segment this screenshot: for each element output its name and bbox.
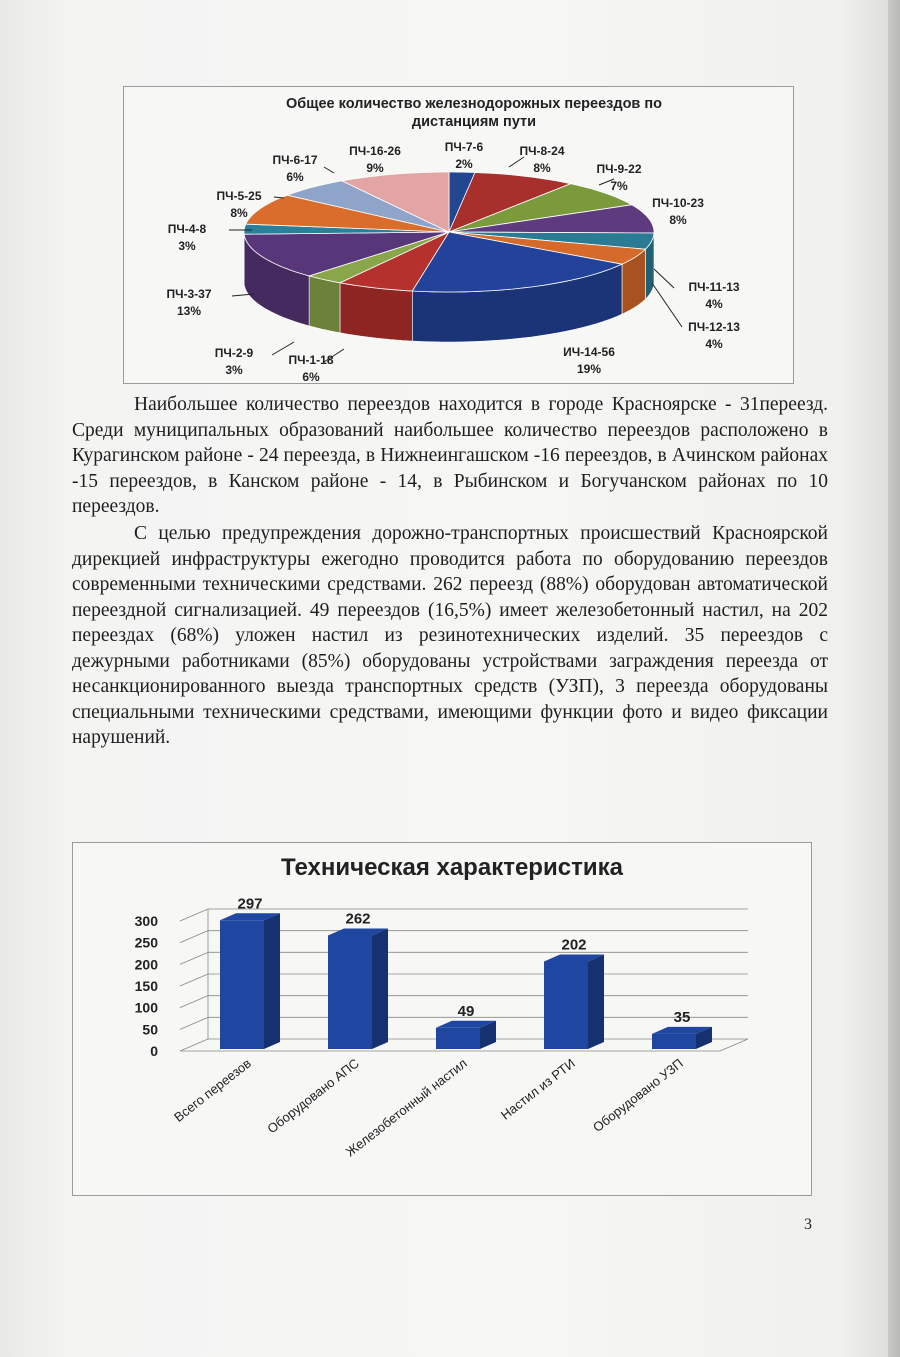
pie-slice-side-пч-1-18 <box>340 283 412 341</box>
y-tick-label: 50 <box>142 1021 158 1038</box>
pie-leader-line <box>652 283 682 327</box>
pie-label-percent-пч-7-6: 2% <box>455 157 473 171</box>
bar-front <box>436 1028 480 1049</box>
x-category-label: Оборудовано УЗП <box>589 1055 686 1136</box>
paragraph-equipment: С целью предупреждения дорожно-транспортных происшествий Красноярской дирекцией инфраструктуры ежегодно проводится работа по оборудованию переездов современными техническими средствами. 262 переезд (88%) оборудован автоматической переездной сигнализацией. 49 переездов (16,5%) имеет железобетонный настил, на 202 переездах (68%) уложен настил из резинотехнических изделий. 35 переездов с дежурными работниками (85%) оборудованы устройствами заграждения переезда от несанкционированного выезда транспортных средств (УЗП), 3 переезда оборудованы специальными техническими средствами, имеющими функции фото и видео фиксации нарушений. <box>72 523 828 748</box>
x-category-label: Железобетонный настил <box>342 1055 470 1160</box>
bar-value-label: 202 <box>561 936 587 954</box>
pie-label-name-пч-10-23: ПЧ-10-23 <box>652 196 704 210</box>
x-category-label: Всего переезов <box>171 1055 254 1125</box>
bar-side <box>372 928 388 1049</box>
grid-diagonal <box>180 952 208 964</box>
bar-front <box>652 1034 696 1049</box>
pie-label-percent-пч-11-13: 4% <box>705 297 723 311</box>
pie-chart-frame <box>123 86 794 384</box>
pie-label-name-пч-9-22: ПЧ-9-22 <box>596 162 642 176</box>
grid-diagonal <box>180 974 208 986</box>
bar-side <box>588 954 604 1049</box>
pie-label-percent-пч-9-22: 7% <box>610 179 628 193</box>
pie-chart-title-line2: дистанциям пути <box>411 114 537 130</box>
bar-value-label: 49 <box>457 1002 475 1020</box>
bar-value-label: 35 <box>673 1008 691 1026</box>
pie-label-percent-пч-4-8: 3% <box>178 239 196 253</box>
y-tick-label: 300 <box>134 913 158 929</box>
grid-diagonal <box>180 996 208 1008</box>
pie-label-percent-пч-12-13: 4% <box>705 337 723 351</box>
x-category-label: Оборудовано АПС <box>264 1055 362 1137</box>
pie-label-name-пч-3-37: ПЧ-3-37 <box>166 287 212 301</box>
paragraph-crossings-by-area: Наибольшее количество переездов находится в городе Красноярске - 31переезд. Среди муниципальных образований наибольшее количество переездов расположено в Курагинском районе - 24 переезда, в Нижнеингашском -16 переездов, в Ачинском районах -15 переездов, в Канском районе - 14, в Рыбинском и Богучанском районах по 10 переездов. <box>72 394 828 517</box>
x-category-label: Настил из РТИ <box>497 1055 578 1123</box>
pie-label-name-пч-6-17: ПЧ-6-17 <box>272 153 318 167</box>
y-tick-label: 100 <box>134 999 158 1016</box>
pie-chart-title-line1: Общее количество железнодорожных переездов по <box>286 96 662 112</box>
y-tick-label: 0 <box>150 1043 158 1059</box>
pie-chart <box>124 87 793 383</box>
pie-leader-line <box>654 269 674 288</box>
bar-front <box>220 920 264 1049</box>
pie-label-percent-пч-1-18: 6% <box>302 370 320 383</box>
grid-diagonal <box>180 931 208 943</box>
bar-value-label: 262 <box>345 910 371 928</box>
pie-label-percent-пч-10-23: 8% <box>669 213 687 227</box>
bar-chart-frame <box>72 842 812 1196</box>
y-tick-label: 200 <box>134 956 158 973</box>
pie-label-percent-пч-16-26: 9% <box>366 161 384 175</box>
pie-label-name-пч-4-8: ПЧ-4-8 <box>167 222 207 236</box>
pie-label-percent-пч-8-24: 8% <box>533 161 551 175</box>
y-tick-label: 150 <box>134 978 158 994</box>
pie-label-name-пч-1-18: ПЧ-1-18 <box>288 353 334 367</box>
pie-leader-line <box>509 157 524 167</box>
floor-edge <box>720 1039 748 1051</box>
pie-label-name-пч-12-13: ПЧ-12-13 <box>688 320 740 334</box>
grid-diagonal <box>180 909 208 921</box>
pie-label-percent-пч-2-9: 3% <box>225 363 243 377</box>
pie-label-name-ич-14-56: ИЧ-14-56 <box>563 345 615 359</box>
pie-slice-side-пч-2-9 <box>309 276 340 333</box>
pie-label-name-пч-2-9: ПЧ-2-9 <box>214 346 254 360</box>
page-edge <box>888 0 900 1357</box>
y-tick-label: 250 <box>134 934 158 951</box>
pie-label-name-пч-16-26: ПЧ-16-26 <box>349 144 401 158</box>
grid-diagonal <box>180 1039 208 1051</box>
bar-side <box>264 913 280 1049</box>
bar-value-label: 297 <box>237 895 263 913</box>
pie-label-name-пч-11-13: ПЧ-11-13 <box>688 280 740 294</box>
pie-label-percent-пч-3-37: 13% <box>176 304 202 318</box>
pie-label-percent-ич-14-56: 19% <box>576 362 602 376</box>
bar-front <box>328 935 372 1049</box>
pie-label-name-пч-5-25: ПЧ-5-25 <box>216 189 262 203</box>
page-number: 3 <box>804 1216 812 1233</box>
bar-chart <box>73 843 811 1195</box>
grid-diagonal <box>180 1017 208 1029</box>
pie-leader-line <box>324 167 334 173</box>
pie-label-percent-пч-5-25: 8% <box>230 206 248 220</box>
pie-label-name-пч-7-6: ПЧ-7-6 <box>444 140 484 154</box>
bar-chart-title: Техническая характеристика <box>281 854 623 881</box>
bar-front <box>544 961 588 1049</box>
pie-label-percent-пч-6-17: 6% <box>286 170 304 184</box>
pie-label-name-пч-8-24: ПЧ-8-24 <box>519 144 565 158</box>
